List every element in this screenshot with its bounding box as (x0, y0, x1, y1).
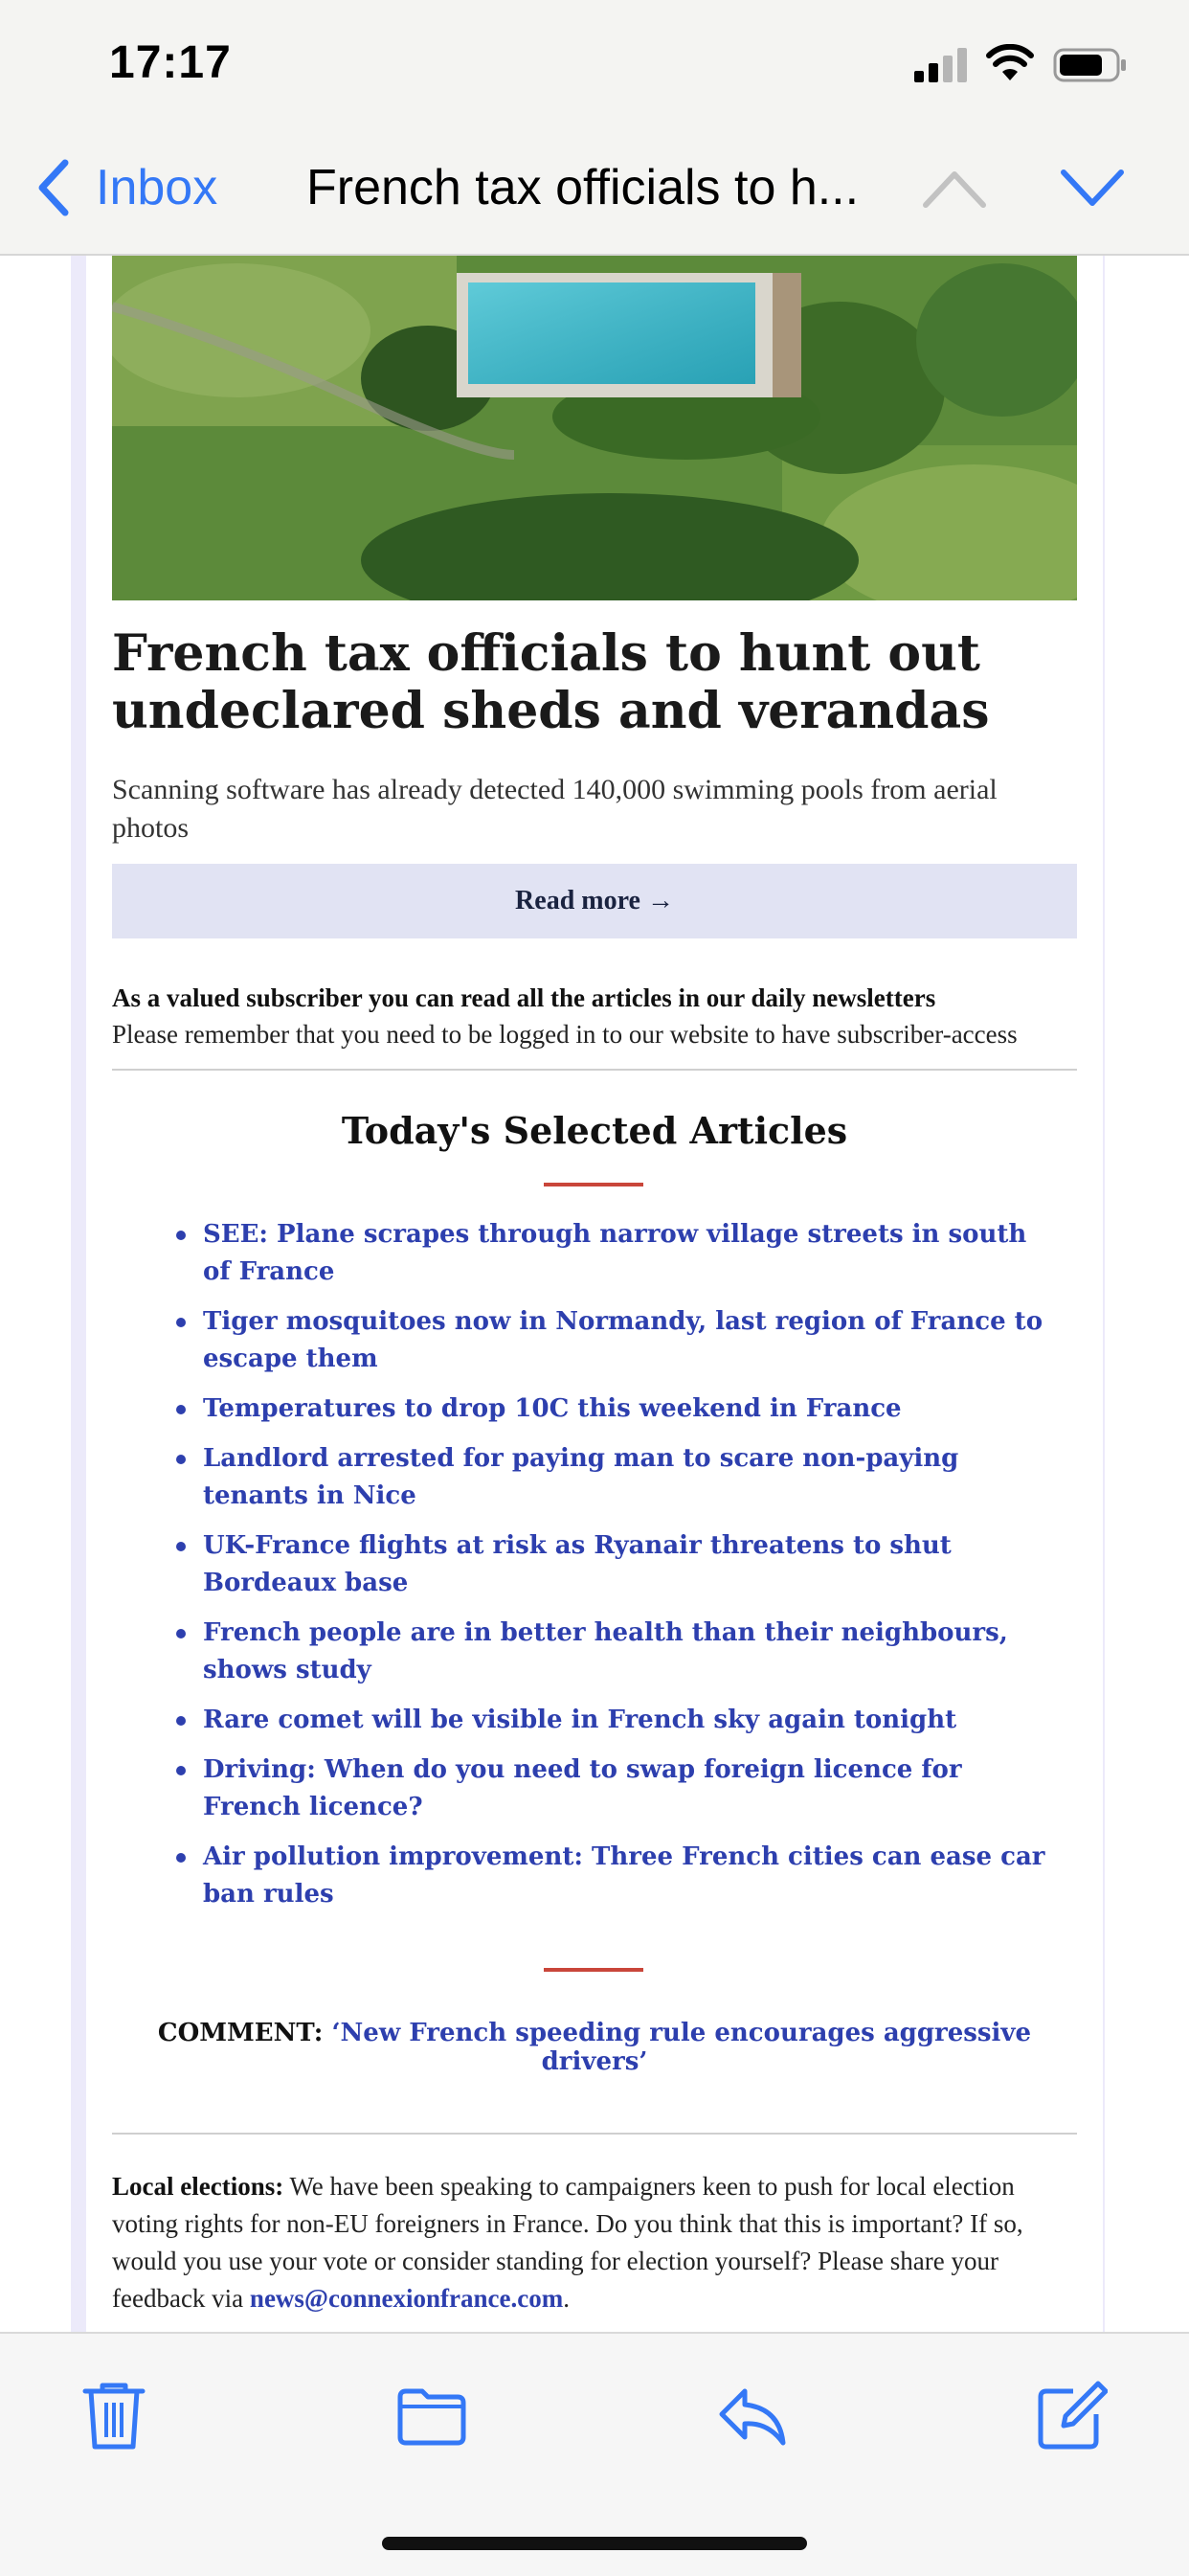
article-link[interactable]: Temperatures to drop 10C this weekend in France (203, 1390, 1045, 1428)
email-body (86, 254, 1103, 2332)
status-time: 17:17 (109, 37, 232, 88)
article-link[interactable]: Rare comet will be visible in French sky again tonight (203, 1702, 1045, 1739)
chevron-left-icon (34, 157, 73, 218)
article-link[interactable]: Landlord arrested for paying man to scare non-paying tenants in Nice (203, 1440, 1045, 1515)
local-elections-paragraph (112, 2168, 1079, 2317)
local-elections-label: Local elections: (112, 2172, 284, 2201)
divider (112, 2133, 1077, 2135)
bottom-toolbar (0, 2332, 1189, 2576)
comment-label: COMMENT: (157, 2019, 324, 2047)
red-divider (544, 1183, 643, 1186)
top-bar (0, 0, 1189, 256)
inbox-back-button[interactable] (34, 153, 217, 222)
comment-line (112, 2019, 1077, 2076)
previous-message-chevron-up-icon[interactable] (921, 165, 988, 213)
local-elections-end: . (563, 2284, 570, 2313)
feedback-email-link[interactable]: news@connexionfrance.com (249, 2284, 564, 2313)
next-message-chevron-down-icon[interactable] (1059, 165, 1126, 213)
article-link[interactable]: Air pollution improvement: Three French cities can ease car ban rules (203, 1839, 1045, 1913)
article-hero-image[interactable] (112, 254, 1077, 600)
wifi-icon (986, 44, 1034, 82)
local-elections-text: We have been speaking to campaigners keen to push for local election voting rights for non-EU foreigners in France. Do you think that this is important? If so, would you use your vote or consider standing for election yourself? Please share your feedback via (112, 2172, 1023, 2313)
folder-icon[interactable] (395, 2380, 468, 2452)
article-subheadline: Scanning software has already detected 140,000 swimming pools from aerial photos (112, 774, 998, 844)
article-link[interactable]: UK-France flights at risk as Ryanair threatens to shut Bordeaux base (203, 1527, 1045, 1602)
trash-icon[interactable] (78, 2380, 150, 2452)
subscriber-note: As a valued subscriber you can read all the articles in our daily newsletters (112, 983, 936, 1012)
message-subject-title: French tax officials to h... (306, 160, 860, 215)
article-link[interactable]: Tiger mosquitoes now in Normandy, last region of France to escape them (203, 1303, 1045, 1378)
cellular-signal-icon (914, 48, 968, 82)
divider (112, 1069, 1077, 1071)
article-link[interactable]: Driving: When do you need to swap foreign licence for French licence? (203, 1751, 1045, 1826)
article-link[interactable]: SEE: Plane scrapes through narrow village streets in south of France (203, 1216, 1045, 1291)
read-more-button[interactable]: Read more → (112, 864, 1077, 938)
back-label: Inbox (96, 160, 218, 215)
selected-articles-heading: Today's Selected Articles (341, 1109, 848, 1152)
compose-icon[interactable] (1035, 2380, 1108, 2452)
comment-article-link[interactable]: ‘New French speeding rule encourages aggressive drivers’ (331, 2019, 1032, 2076)
article-headline[interactable]: French tax officials to hunt out undeclared sheds and verandas (112, 624, 990, 740)
reply-icon[interactable] (716, 2380, 789, 2452)
battery-icon (1053, 46, 1128, 84)
login-reminder: Please remember that you need to be logged in to our website to have subscriber-access (112, 1020, 1018, 1049)
selected-articles-list (165, 1216, 1045, 1926)
home-indicator[interactable] (382, 2537, 807, 2550)
article-link[interactable]: French people are in better health than their neighbours, shows study (203, 1615, 1045, 1689)
red-divider (544, 1968, 643, 1972)
